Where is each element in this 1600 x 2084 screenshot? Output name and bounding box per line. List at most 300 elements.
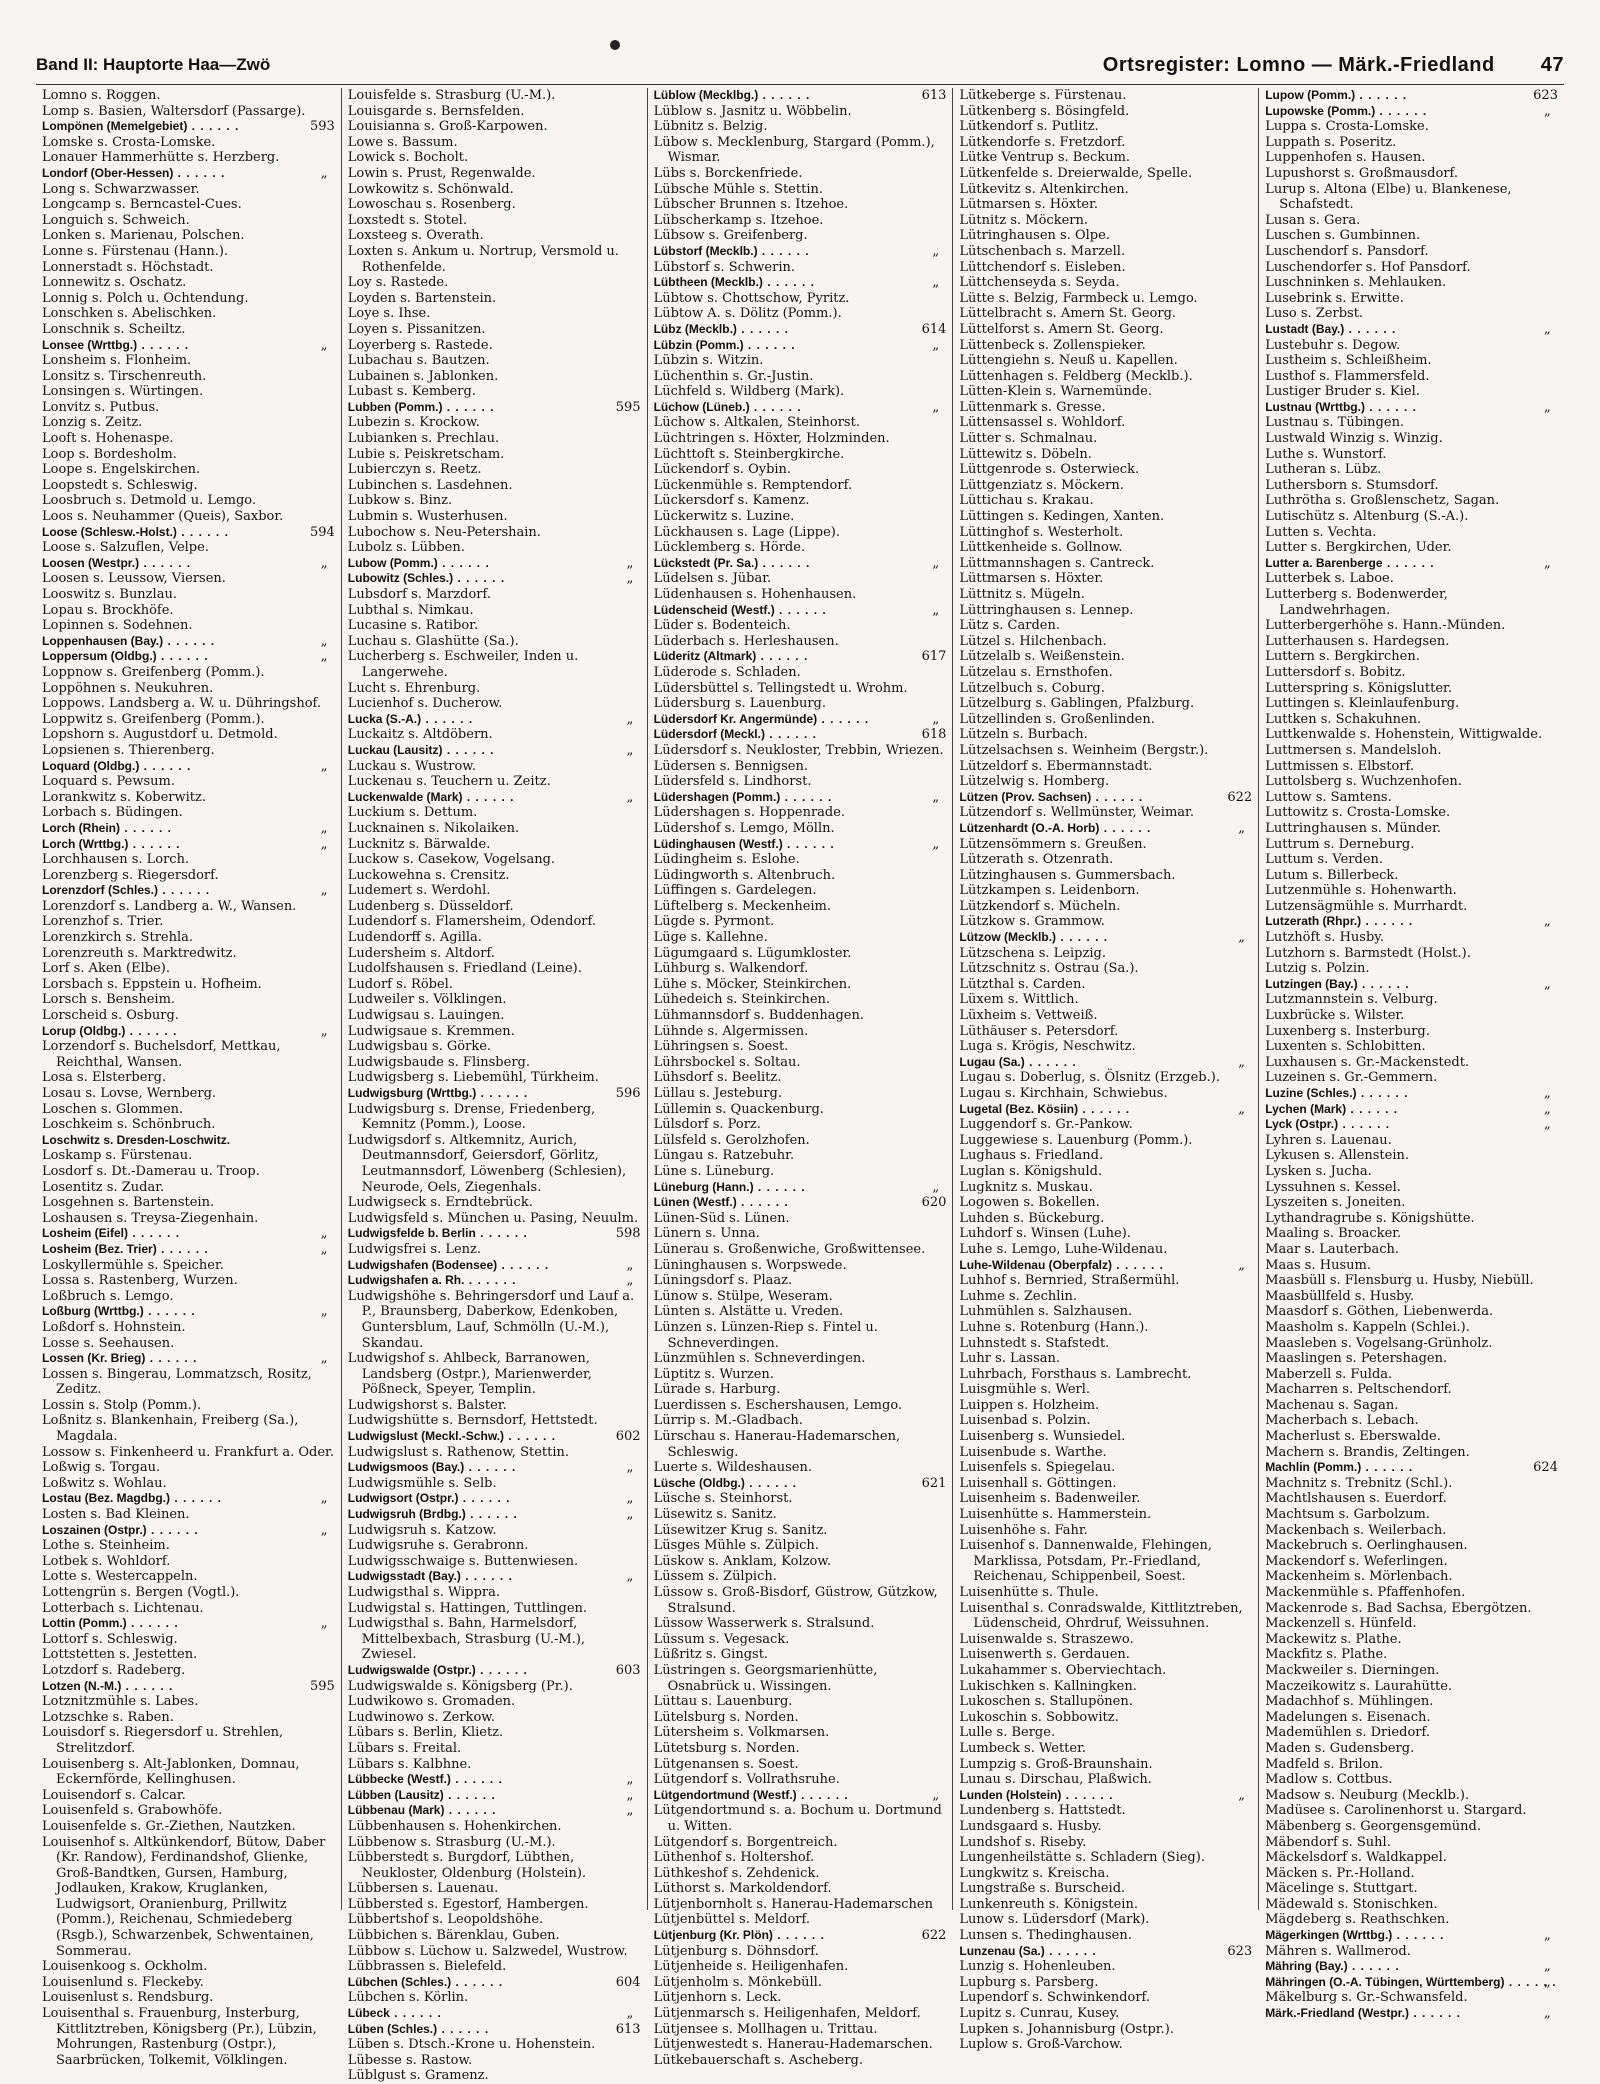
index-entry: „ Luckenwalde (Mark) . . . [348,790,641,806]
index-entry [959,525,1252,541]
index-entry [1265,1195,1558,1211]
entry-text: Lüblow (Mecklbg.) . . . [654,88,811,102]
entry-text: Lutzingen (Bay.) . . . [1265,977,1409,991]
entry-text: Losten s. Bad Kleinen. [42,1507,190,1523]
entry-text: Lührsbockel s. Soltau. [653,1054,801,1070]
index-entry [348,525,641,541]
entry-text: Luplow s. Groß-Varchow. [959,2037,1123,2053]
entry-text: Ludenberg s. Düsseldorf. [347,898,514,914]
entry-text: Lonsitz s. Tirschenreuth. [42,368,207,384]
index-entry [348,1944,641,1960]
entry-text: Losheim (Bez. Trier) . . . [42,1242,209,1256]
entry-text: Luttken s. Schakuhnen. [1265,711,1422,727]
entry-text: Luhmühlen s. Salzhausen. [959,1304,1133,1320]
entry-text: Lossen s. Bingerau, Lommatzsch, Rositz, Zeditz. [42,1366,312,1398]
entry-text: Lubianken s. Prechlau. [347,431,500,447]
entry-text: Lüttmannshagen s. Cantreck. [959,555,1155,571]
index-entry [959,2022,1252,2038]
index-entry [42,727,335,743]
entry-text: Lorenzhof s. Trier. [42,914,164,930]
index-entry [654,1569,947,1585]
entry-text: Lüttenbeck s. Zollenspieker. [959,337,1146,353]
entry-page-ref: 613 [921,88,947,103]
entry-text: Lotzschke s. Raben. [42,1709,174,1725]
entry-text: Lückenmühle s. Remptendorf. [653,477,853,493]
index-entry: „ Ludwigsmoos (Bay.) . . . [348,1460,641,1476]
entry-text: Lütz s. Carden. [959,618,1060,634]
index-entry [348,587,641,603]
entry-text: Lubainen s. Jablonken. [347,368,499,384]
entry-text: Mackenmühle s. Pfaffenhofen. [1265,1585,1466,1600]
entry-text: Luxenten s. Schlobitten. [1265,1039,1426,1055]
index-entry [42,400,335,416]
index-entry [654,1507,947,1523]
entry-text: Ludorf s. Röbel. [347,976,453,992]
entry-text: Luippen s. Holzheim. [959,1397,1100,1413]
entry-text: Lüdenhausen s. Hohenhausen. [653,587,857,602]
index-entry [348,509,641,525]
entry-text: Lugknitz s. Muskau. [959,1179,1093,1195]
entry-text: Loßnitz s. Blankenhain, Freiberg (Sa.), Magdala. [42,1413,299,1445]
index-entry [959,493,1252,509]
entry-text: Lothe s. Steinheim. [42,1538,170,1554]
index-entry [959,992,1252,1008]
entry-text: Loosen (Westpr.) . . . [42,556,191,570]
index-entry [959,182,1252,198]
entry-text: Lüthäuser s. Petersdorf. [959,1023,1119,1039]
entry-text: Lustnau s. Tübingen. [1265,415,1405,431]
index-entry [348,1523,641,1539]
entry-page-ref: 614 [921,321,947,337]
index-entry [348,1226,641,1242]
entry-text: Loopstedt s. Schleswig. [42,477,198,493]
entry-text: Louisenlust s. Rendsburg. [42,1990,214,2006]
entry-text: Macharren s. Peltschendorf. [1265,1382,1452,1398]
index-entry: „ Loszainen (Ostpr.) . . . [42,1523,335,1539]
index-entry [42,852,335,868]
entry-text: Luttmersen s. Mandelsloh. [1265,742,1442,758]
index-entry [348,135,641,151]
entry-text: Lüssem s. Zülpich. [653,1569,777,1585]
entry-text: Ludwigsau s. Lauingen. [347,1008,505,1024]
index-entry [959,1772,1252,1788]
index-entry [654,1959,947,1975]
index-entry [959,1710,1252,1726]
index-entry [654,1320,947,1351]
entry-text: Lotzdorf s. Radeberg. [42,1662,186,1678]
index-entry [654,759,947,775]
entry-text: Lubkow s. Binz. [347,493,453,509]
index-entry [959,353,1252,369]
index-entry [1265,1866,1558,1882]
entry-text: Lütgendorf s. Borgentreich. [653,1834,838,1850]
entry-text: Lonken s. Marienau, Polschen. [42,228,245,244]
entry-text: Lütkeberge s. Fürstenau. [959,88,1127,103]
index-entry [654,961,947,977]
entry-text: Lüdersen s. Bennigsen. [653,758,808,774]
entry-text: Ludwigsort (Ostpr.) . . . [348,1491,511,1505]
entry-text: Lüdingheim s. Eslohe. [653,852,800,868]
entry-text: Mackewitz s. Plathe. [1265,1631,1402,1647]
entry-text: Ludendorf s. Flamersheim, Odendorf. [347,914,596,930]
index-entry [959,415,1252,431]
index-entry: „ Lonsee (Wrttbg.) . . . [42,338,335,354]
index-entry [654,197,947,213]
index-entry: „ Londorf (Ober-Hessen) . . . [42,166,335,182]
index-entry [959,1944,1252,1960]
index-entry [1265,1180,1558,1196]
entry-text: Lützthal s. Carden. [959,976,1086,992]
entry-text: Lonnewitz s. Oschatz. [42,275,187,291]
index-entry [42,244,335,260]
entry-text: Luckau (Lausitz) . . . [348,743,495,757]
entry-text: Lünten s. Alstätte u. Vreden. [653,1304,844,1320]
index-entry [654,805,947,821]
index-entry [1265,384,1558,400]
index-entry [348,914,641,930]
entry-text: Lütetsburg s. Norden. [653,1740,800,1756]
index-entry [654,1585,947,1616]
index-entry: „ Lutzerath (Rhpr.) . . . [1265,914,1558,930]
entry-text: Ludwigswalde s. Königsberg (Pr.). [347,1678,573,1694]
entry-text: Lützeln s. Burbach. [959,727,1088,743]
entry-text: Lütkevitz s. Altenkirchen. [959,181,1129,197]
entry-text: Lünerau s. Großenwiche, Großwittensee. [653,1241,926,1257]
entry-text: Loyen s. Pissanitzen. [347,321,486,337]
entry-text: Lüstringen s. Georgsmarienhütte, Osnabrück u. Wissingen. [653,1662,878,1694]
index-entry [959,1367,1252,1383]
entry-text: Lüllau s. Jesteburg. [653,1086,782,1101]
entry-text: Mäcken s. Pr.-Holland. [1265,1865,1415,1881]
entry-text: Lützschena s. Leipzig. [959,945,1106,961]
index-entry [1265,1647,1558,1663]
entry-text: Loßwig s. Torgau. [42,1460,161,1476]
index-entry [42,1008,335,1024]
index-entry [959,1601,1252,1632]
entry-text: Ludwigsaue s. Kremmen. [347,1023,515,1039]
index-entry [959,1086,1252,1102]
entry-text: Lüdershagen (Pomm.) . . . [654,790,833,804]
entry-text: Lützeldorf s. Ebermannstadt. [959,758,1153,774]
entry-text: Luerdissen s. Eschershausen, Lemgo. [653,1397,903,1413]
index-entry [1265,244,1558,260]
index-entry [959,681,1252,697]
entry-text: Luchau s. Glashütte (Sa.). [347,633,519,649]
index-entry [654,1164,947,1180]
index-entry [959,634,1252,650]
index-entry [42,1647,335,1663]
index-entry: „ Lüdenscheid (Westf.) . . . [654,603,947,619]
entry-page-ref: 618 [921,727,947,743]
index-entry [348,1398,641,1414]
entry-text: Lorenzreuth s. Marktredwitz. [42,945,237,961]
index-entry: „ Lüdinghausen (Westf.) . . . [654,837,947,853]
entry-text: Longuich s. Schweich. [42,212,190,228]
entry-text: Lutter s. Bergkirchen, Uder. [1265,540,1452,556]
entry-text: Lüsewitz s. Sanitz. [653,1507,777,1523]
index-entry [42,1445,335,1461]
index-entry [1265,1413,1558,1429]
index-entry: „ Lustnau (Wrttbg.) . . . [1265,400,1558,416]
entry-text: Lübnitz s. Belzig. [653,119,768,135]
index-entry: „ Lunden (Holstein) . . . [959,1788,1252,1804]
index-entry [959,88,1252,104]
index-entry [1265,88,1558,104]
entry-text: Lucasine s. Ratibor. [347,618,479,634]
entry-text: Mähringen (O.-A. Tübingen, Württemberg) . . . [1265,1975,1556,1989]
entry-text: Lübstorf (Mecklb.) . . . [654,244,810,258]
entry-text: Luisenthal s. Conradswalde, Kittlitztreben, Lüdenscheid, Ohrdruf, Weissuhnen. [959,1600,1243,1632]
index-entry [959,743,1252,759]
entry-text: Lübow s. Mecklenburg, Stargard (Pomm.), Wismar. [653,134,935,166]
entry-text: Lowick s. Bocholt. [347,150,469,166]
entry-text: Lopshorn s. Augustdorf u. Detmold. [42,727,278,743]
entry-text: Louisenhof s. Altkünkendorf, Bütow, Daber (Kr. Randow), Ferdinandshof, Glienke, Groß-Bandtken, Gursen, Hamburg, Jodlauken, Krakow, Kruglanken, Ludwigsort, Oranienburg, Prillwitz (Pomm.), Reichenau, Schmiedeberg (Rsgb.), Schwarzenbek, Schwentainen, Sommerau. [42,1834,326,1959]
entry-text: Lughaus s. Friedland. [959,1148,1104,1164]
index-entry [959,1289,1252,1305]
index-entry [348,384,641,400]
entry-text: Lübscher Brunnen s. Itzehoe. [653,197,849,213]
index-entry [959,1336,1252,1352]
entry-text: Lotterbach s. Lichtenau. [42,1600,204,1616]
entry-text: Lützenhardt (O.-A. Horb) . . . [959,821,1151,835]
entry-text: Loskamp s. Fürstenau. [42,1148,193,1164]
entry-text: Luttmissen s. Elbstorf. [1265,758,1414,774]
index-entry [1265,1226,1558,1242]
index-entry [348,338,641,354]
entry-text: Lügumgaard s. Lügumkloster. [653,945,852,961]
index-entry [348,1663,641,1679]
entry-text: Luttolsberg s. Wuchzenhofen. [1265,774,1462,790]
index-entry [1265,930,1558,946]
index-entry [1265,852,1558,868]
entry-text: Lüder s. Bodenteich. [653,618,791,634]
index-entry [654,431,947,447]
entry-text: Lübbichen s. Bärenklau, Guben. [347,1928,560,1944]
entry-text: Lungenheilstätte s. Schladern (Sieg). [959,1850,1205,1866]
entry-text: Lulle s. Berge. [959,1725,1056,1741]
index-entry: „ Loppersum (Oldbg.) . . . [42,649,335,665]
entry-text: Mägerkingen (Wrttbg.) . . . [1265,1928,1444,1942]
index-entry [654,353,947,369]
entry-text: Lütersheim s. Volkmarsen. [653,1725,830,1741]
entry-text: Lutzhorn s. Barmstedt (Holst.). [1265,945,1471,961]
index-entry [1265,166,1558,182]
entry-text: Loosbruch s. Detmold u. Lemgo. [42,493,257,509]
entry-text: Loose (Schlesw.-Holst.) . . . [42,525,229,539]
index-entry [1265,228,1558,244]
index-entry [348,1070,641,1086]
index-entry [654,1289,947,1305]
entry-text: Lubast s. Kemberg. [347,384,476,400]
index-entry [42,1164,335,1180]
index-entry: „ Märk.-Friedland (Westpr.) . . . [1265,2006,1558,2022]
index-entry [959,790,1252,806]
index-entry [348,493,641,509]
index-entry [348,1024,641,1040]
entry-text: Lustwald Winzig s. Winzig. [1265,431,1443,447]
entry-text: Lübz (Mecklb.) . . . [654,322,789,336]
entry-text: Lützkampen s. Leidenborn. [959,883,1140,899]
entry-text: Lütjenbüttel s. Meldorf. [653,1912,810,1928]
index-entry [654,228,947,244]
entry-text: Luglan s. Königshuld. [959,1163,1103,1179]
index-entry [654,992,947,1008]
index-entry [1265,1429,1558,1445]
index-entry [42,150,335,166]
entry-text: Lüdinghausen (Westf.) . . . [654,837,835,851]
index-entry [654,930,947,946]
entry-text: Lumpzig s. Groß-Braunshain. [959,1756,1153,1772]
entry-text: Mägdeberg s. Reathschken. [1265,1912,1450,1928]
entry-text: Loppows. Landsberg a. W. u. Dühringshof. [42,696,322,712]
index-entry [654,883,947,899]
index-entry [1265,260,1558,276]
entry-text: Lundshof s. Riseby. [959,1834,1087,1850]
entry-text: Lühburg s. Walkendorf. [653,961,809,977]
index-entry: „ Lütgendortmund (Westf.) . . . [654,1788,947,1804]
entry-text: Madüsee s. Carolinenhorst u. Stargard. [1265,1803,1527,1819]
index-entry [959,228,1252,244]
index-entry [1265,275,1558,291]
index-entry [1265,353,1558,369]
index-entry: „ Lugetal (Bez. Kösiin) . . . [959,1102,1252,1118]
entry-text: Luhrbach, Forsthaus s. Lambrecht. [959,1366,1192,1382]
index-entry [959,1070,1252,1086]
index-entry: „ Lostau (Bez. Magdbg.) . . . [42,1491,335,1507]
index-entry: „ Lüdershagen (Pomm.) . . . [654,790,947,806]
entry-text: Lorch (Wrttbg.) . . . [42,837,180,851]
index-entry [42,135,335,151]
entry-text: Lüthkeshof s. Zehdenick. [653,1865,820,1881]
entry-text: Lonnig s. Polch u. Ochtendung. [42,290,249,306]
index-entry [654,525,947,541]
index-entry [959,384,1252,400]
entry-text: Lübbenow s. Strasburg (U.-M.). [347,1834,556,1850]
entry-text: Mäckelsdorf s. Waldkappel. [1265,1850,1447,1866]
index-entry [654,1055,947,1071]
index-entry [959,1133,1252,1149]
entry-text: Mackfitz s. Plathe. [1265,1647,1388,1663]
entry-text: Lützelsachsen s. Weinheim (Bergstr.). [959,742,1209,758]
index-entry [654,135,947,166]
index-entry [1265,493,1558,509]
index-entry [654,1195,947,1211]
index-entry [42,587,335,603]
index-entry [959,104,1252,120]
entry-text: Luhe s. Lemgo, Luhe-Wildenau. [959,1241,1168,1257]
index-entry [42,961,335,977]
index-entry: „ Lübstorf (Mecklb.) . . . [654,244,947,260]
entry-text: Lorenzdorf s. Landberg a. W., Wansen. [42,898,297,914]
entry-text: Lüsges Mühle s. Zülpich. [653,1538,819,1554]
entry-text: Madlow s. Cottbus. [1265,1772,1393,1788]
entry-text: Ludwinowo s. Zerkow. [347,1709,495,1725]
index-entry [348,197,641,213]
index-entry [654,1554,947,1570]
index-entry [42,369,335,385]
entry-page-ref: 604 [615,1974,641,1990]
index-entry [1265,1367,1558,1383]
index-entry [654,1133,947,1149]
entry-text: Luttingen s. Kleinlaufenburg. [1265,696,1460,712]
entry-text: Lonvitz s. Putbus. [42,399,160,415]
entry-text: Lubben (Pomm.) . . . [348,400,495,414]
index-entry [1265,182,1558,213]
entry-text: Lüchow (Lüneb.) . . . [654,400,802,414]
index-entry [959,1195,1252,1211]
entry-text: Ludwigsthal s. Bahn, Harmelsdorf, Mittelbexbach, Strasburg (U.-M.), Zwiesel. [347,1616,586,1663]
index-entry [959,1725,1252,1741]
index-entry [959,727,1252,743]
entry-text: Lotzen (N.-M.) . . . [42,1679,173,1693]
entry-text: Losgehnen s. Bartenstein. [42,1195,215,1211]
index-entry [959,1881,1252,1897]
index-entry [654,369,947,385]
entry-text: Lütschenbach s. Marzell. [959,243,1126,259]
entry-text: Luisenheim s. Badenweiler. [959,1491,1141,1507]
entry-text: Lüblow s. Jasnitz u. Wöbbelin. [653,103,852,119]
entry-text: Ludwigslust (Meckl.-Schw.) . . . [348,1429,556,1443]
index-entry [654,1226,947,1242]
index-entry [42,228,335,244]
entry-text: Lossin s. Stolp (Pomm.). [42,1397,202,1413]
index-entry [1265,306,1558,322]
index-entry [654,291,947,307]
index-entry [1265,1491,1558,1507]
index-entry [348,618,641,634]
index-entry [654,634,947,650]
index-entry [1265,1133,1558,1149]
entry-text: Lüdersbüttel s. Tellingstedt u. Wrohm. [653,680,908,696]
index-entry [348,868,641,884]
entry-text: Lottin (Pomm.) . . . [42,1616,179,1630]
index-entry [959,618,1252,634]
index-entry [1265,1803,1558,1819]
entry-text: Lützelalb s. Weißenstein. [959,649,1125,665]
index-entry [348,478,641,494]
index-entry [959,478,1252,494]
index-entry [654,182,947,198]
index-entry [1265,665,1558,681]
entry-text: Lutzmannstein s. Velburg. [1265,992,1438,1008]
index-entry [348,119,641,135]
index-entry [1265,291,1558,307]
index-entry [42,1289,335,1305]
entry-text: Lundenberg s. Hattstedt. [959,1803,1126,1819]
index-entry [959,1819,1252,1835]
index-entry [1265,369,1558,385]
entry-text: Lünzmühlen s. Schneverdingen. [653,1351,866,1367]
entry-text: Louisfelde s. Strasburg (U.-M.). [347,88,556,103]
header-register-title: Ortsregister: Lomno — Märk.-Friedland [1102,53,1495,76]
entry-text: Lukahammer s. Oberviechtach. [959,1662,1167,1678]
entry-text: Lüttgenrode s. Osterwieck. [959,462,1140,478]
entry-text: Lüngau s. Ratzebuhr. [653,1148,795,1164]
entry-text: Lotbek s. Wohldorf. [42,1553,171,1569]
entry-text: Machtsum s. Garbolzum. [1265,1507,1430,1523]
entry-text: Lübbenhausen s. Hohenkirchen. [347,1818,562,1834]
entry-text: Lünow s. Stülpe, Weseram. [653,1288,833,1304]
entry-text: Lonsheim s. Flonheim. [42,353,192,369]
index-entry [1265,1757,1558,1773]
index-entry [1265,1710,1558,1726]
index-entry [42,1148,335,1164]
index-entry [348,1289,641,1351]
index-column-4 [953,88,1259,2053]
index-entry [348,447,641,463]
entry-text: Lubinchen s. Lasdehnen. [347,477,513,493]
